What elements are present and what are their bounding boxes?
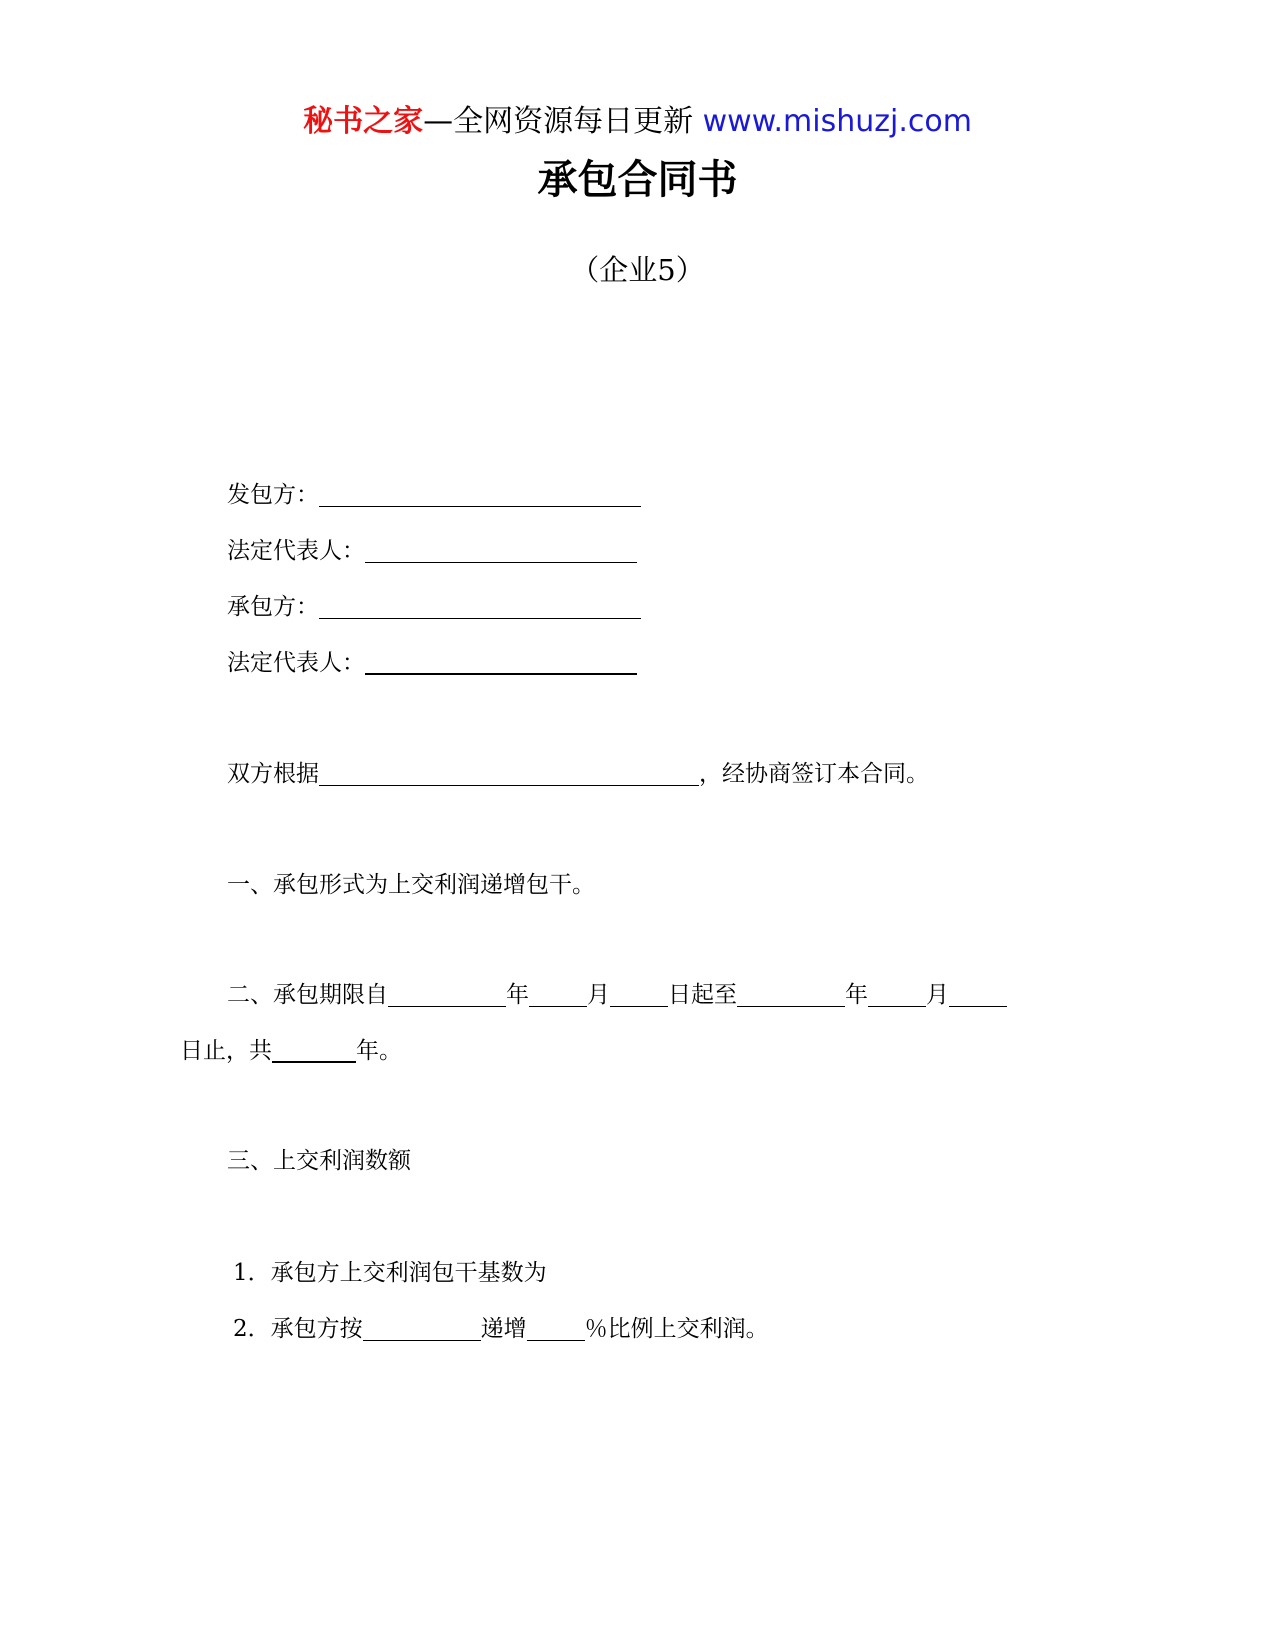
document-title: 承包合同书	[537, 157, 738, 203]
start-month-blank	[529, 980, 587, 1007]
increment-basis-blank	[363, 1314, 481, 1341]
site-tagline: —全网资源每日更新	[423, 104, 703, 139]
end-day-blank	[949, 980, 1007, 1007]
clause-1: 一、承包形式为上交利润递增包干。	[227, 872, 595, 898]
contractor-rep-blank	[365, 647, 637, 675]
month-label: 月	[587, 982, 610, 1008]
employer-blank	[319, 480, 641, 507]
month-label: 月	[926, 982, 949, 1008]
party-line-employer-rep	[227, 534, 637, 568]
day-to-label: 日止，共	[180, 1038, 272, 1064]
item-2-mid: 递增	[480, 1316, 527, 1342]
clause-2-prefix: 二、承包期限自	[227, 982, 388, 1008]
employer-rep-blank	[365, 536, 637, 563]
clause-2-line-1	[227, 978, 1007, 1012]
basis-blank	[319, 759, 699, 786]
clause-2-line-2	[180, 1034, 402, 1068]
party-line-contractor-rep	[227, 646, 637, 680]
site-brand: 秘书之家	[303, 104, 424, 139]
item-2-suffix: ％比例上交利润。	[584, 1316, 769, 1342]
party-label: 承包方：	[227, 594, 319, 620]
document-subtitle: （企业5）	[570, 253, 705, 287]
party-line-employer	[227, 478, 641, 512]
increment-rate-blank	[527, 1314, 585, 1341]
clause-3-item-1: 1．承包方上交利润包干基数为	[233, 1260, 547, 1286]
site-banner	[0, 100, 1275, 144]
total-years-blank	[272, 1035, 356, 1063]
basis-suffix: ，经协商签订本合同。	[699, 761, 929, 787]
party-label: 法定代表人：	[227, 650, 365, 676]
clause-3-item-2	[233, 1312, 769, 1346]
end-month-blank	[868, 980, 926, 1007]
party-label: 发包方：	[227, 482, 319, 508]
end-year-blank	[737, 980, 845, 1007]
year-label: 年	[845, 982, 868, 1008]
day-from-label: 日起至	[668, 982, 737, 1008]
basis-line	[227, 757, 929, 791]
year-label: 年	[506, 982, 529, 1008]
start-year-blank	[388, 980, 506, 1007]
start-day-blank	[610, 980, 668, 1007]
clause-3-heading: 三、上交利润数额	[227, 1148, 411, 1174]
years-suffix: 年。	[356, 1038, 402, 1064]
item-2-prefix: 2．承包方按	[233, 1316, 363, 1342]
basis-prefix: 双方根据	[227, 761, 319, 787]
party-label: 法定代表人：	[227, 538, 365, 564]
site-url-link[interactable]: www.mishuzj.com	[702, 104, 972, 139]
contractor-blank	[319, 592, 641, 619]
party-line-contractor	[227, 590, 641, 624]
